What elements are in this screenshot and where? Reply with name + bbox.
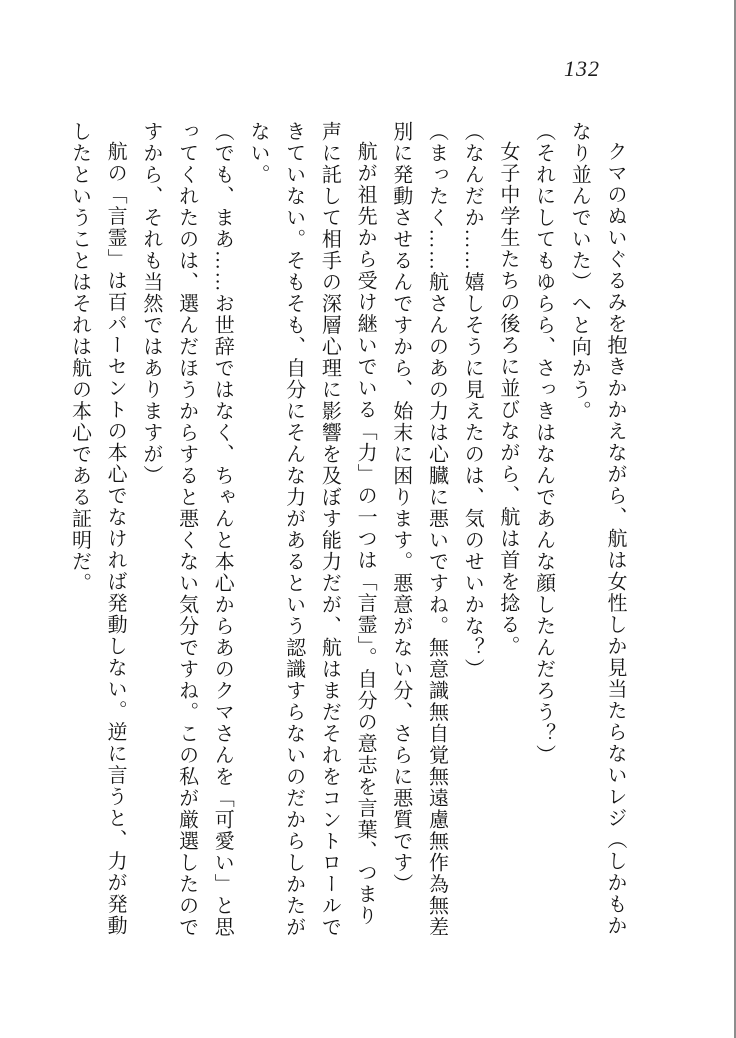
paragraph: 女子中学生たちの後ろに並びながら、航は首を捻る。 [496,141,519,657]
paragraph: （なんだか……嬉しそうに見えたのは、気のせいかな？） [461,121,484,680]
paragraph: クマのぬいぐるみを抱きかかえながら、航は女性しか見当たらないレジ（しかもかなり並んでいた）へと向かう。 [568,121,626,937]
paragraph: （でも、まあ……お世辞ではなく、ちゃんと本心からあのクマさんを「可愛い」と思ってくれたのは、選んだほうからすると悪くない気分ですね。この私が厳選したのですから、それも当然ではありますが） [139,121,234,938]
paragraph: 航の「言霊」は百パーセントの本心でなければ発動しない。逆に言うと、力が発動したということはそれは航の本心である証明だ。 [68,121,127,937]
paragraph: 航が祖先から受け継いでいる「力」の一つは「言霊」。自分の意志を言葉、つまり声に託して相手の深層心理に影響を及ぼす能力だが、航はまだそれをコントロールできていない。そもそも、自分にそんな力があるという認識すらないのだからしかたがない。 [246,121,377,938]
paragraph: （まったく……航さんのあの力は心臓に悪いですね。無意識無自覚無遠慮無作為無差別に発動させるんですから、始末に困ります。悪意がない分、さらに悪質です） [389,121,448,938]
text-block [59,121,632,945]
paragraph: （それにしてもゆらら、さっきはなんであんな顔したんだろう？） [532,121,555,766]
page-number: 132 [564,56,600,81]
